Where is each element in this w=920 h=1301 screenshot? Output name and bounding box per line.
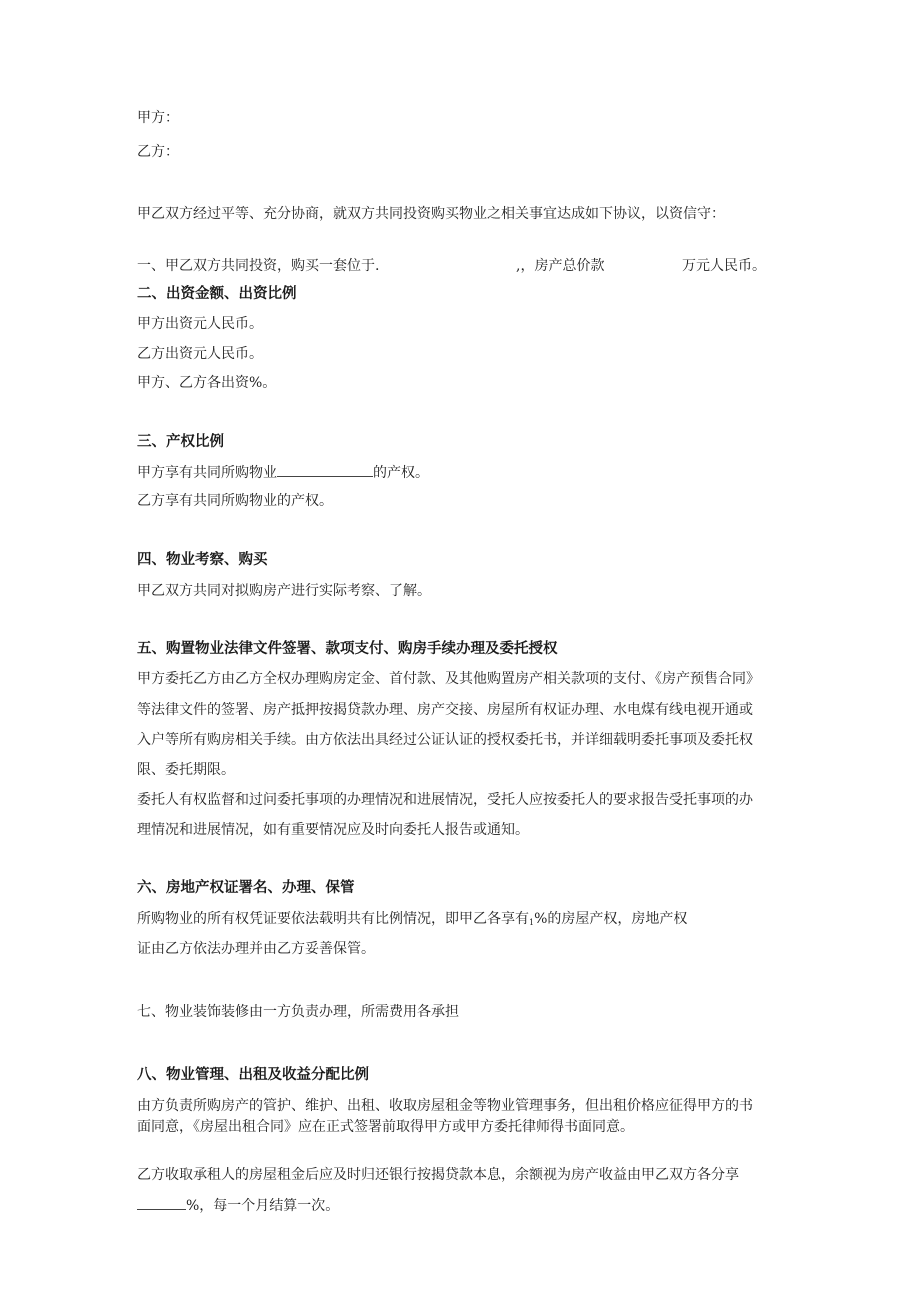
blank-underline xyxy=(137,1196,186,1210)
section-5-line: 委托人有权监督和过问委托事项的办理情况和进展情况，受托人应按委托人的要求报告受托事项的办 xyxy=(137,792,753,808)
section-2-line-2: 乙方出资元人民币。 xyxy=(137,346,263,362)
section-5-line: 甲方委托乙方由乙方全权办理购房定金、首付款、及其他购置房产相关款项的支付、《房产预售合同》 xyxy=(137,671,760,687)
section-1-line xyxy=(137,257,837,275)
section-8-para-2-line-2-text: %，每一个月结算一次。 xyxy=(186,1198,340,1214)
section-6-line-1-prefix: 所购物业的所有权凭证要依法载明共有比例情况，即甲乙各享有 xyxy=(137,911,529,927)
section-3-line-1-suffix: 的产权。 xyxy=(373,465,429,481)
section-2-line-1: 甲方出资元人民币。 xyxy=(137,316,263,332)
section-8-para-2-line-1: 乙方收取承租人的房屋租金后应及时归还银行按揭贷款本息，余额视为房产收益由甲乙双方各分享 xyxy=(137,1167,739,1183)
party-a-line: 甲方： xyxy=(137,110,179,126)
section-7-line: 七、物业装饰装修由一方负责办理，所需费用各承担 xyxy=(137,1004,459,1020)
section-3-line-1-prefix: 甲方享有共同所购物业 xyxy=(137,465,277,481)
intro-paragraph: 甲乙双方经过平等、充分协商，就双方共同投资购买物业之相关事宜达成如下协议，以资信守： xyxy=(137,206,725,222)
section-5-line: 理情况和进展情况，如有重要情况应及时向委托人报告或通知。 xyxy=(137,822,529,838)
section-4-line-1: 甲乙双方共同对拟购房产进行实际考察、了解。 xyxy=(137,583,431,599)
section-8-heading: 八、物业管理、出租及收益分配比例 xyxy=(137,1067,369,1083)
section-3-heading: 三、产权比例 xyxy=(137,434,224,450)
section-8-para-2-line-2 xyxy=(137,1196,339,1215)
section-2-heading: 二、出资金额、出资比例 xyxy=(137,286,297,302)
section-5-heading: 五、购置物业法律文件签署、款项支付、购房手续办理及委托授权 xyxy=(137,641,558,657)
section-3-line-1 xyxy=(137,463,429,482)
section-8-para-1-line: 面同意，《房屋出租合同》应在正式签署前取得甲方或甲方委托律师得书面同意。 xyxy=(137,1119,634,1135)
section-5-line: 等法律文件的签署、房产抵押按揭贷款办理、房产交接、房屋所有权证办理、水电煤有线电视开通或 xyxy=(137,702,753,718)
section-6-line-1-suffix: %的房屋产权，房地产权 xyxy=(534,911,688,927)
party-b-line: 乙方： xyxy=(137,144,179,160)
section-4-heading: 四、物业考察、购买 xyxy=(137,552,268,568)
section-1-price-text: ,，房产总价款 xyxy=(516,258,605,274)
section-1-location-text: 一、甲乙双方共同投资，购买一套位于. xyxy=(137,258,380,274)
section-5-line: 入户等所有购房相关手续。由方依法出具经过公证认证的授权委托书，并详细载明委托事项及委托权 xyxy=(137,732,753,748)
section-2-line-3: 甲方、乙方各出资%。 xyxy=(137,375,277,391)
section-6-footnote-mark: 1 xyxy=(529,918,535,927)
section-1-currency-text: 万元人民币。 xyxy=(682,258,766,274)
section-8-para-1-line: 由方负责所购房产的管护、维护、出租、收取房屋租金等物业管理事务，但出租价格应征得甲方的书 xyxy=(137,1098,753,1114)
section-6-line-2: 证由乙方依法办理并由乙方妥善保管。 xyxy=(137,941,375,957)
section-3-line-2: 乙方享有共同所购物业的产权。 xyxy=(137,493,333,509)
section-6-heading: 六、房地产权证署名、办理、保管 xyxy=(137,880,355,896)
section-6-line-1 xyxy=(137,910,687,932)
blank-underline xyxy=(277,463,373,477)
section-5-line: 限、委托期限。 xyxy=(137,762,235,778)
